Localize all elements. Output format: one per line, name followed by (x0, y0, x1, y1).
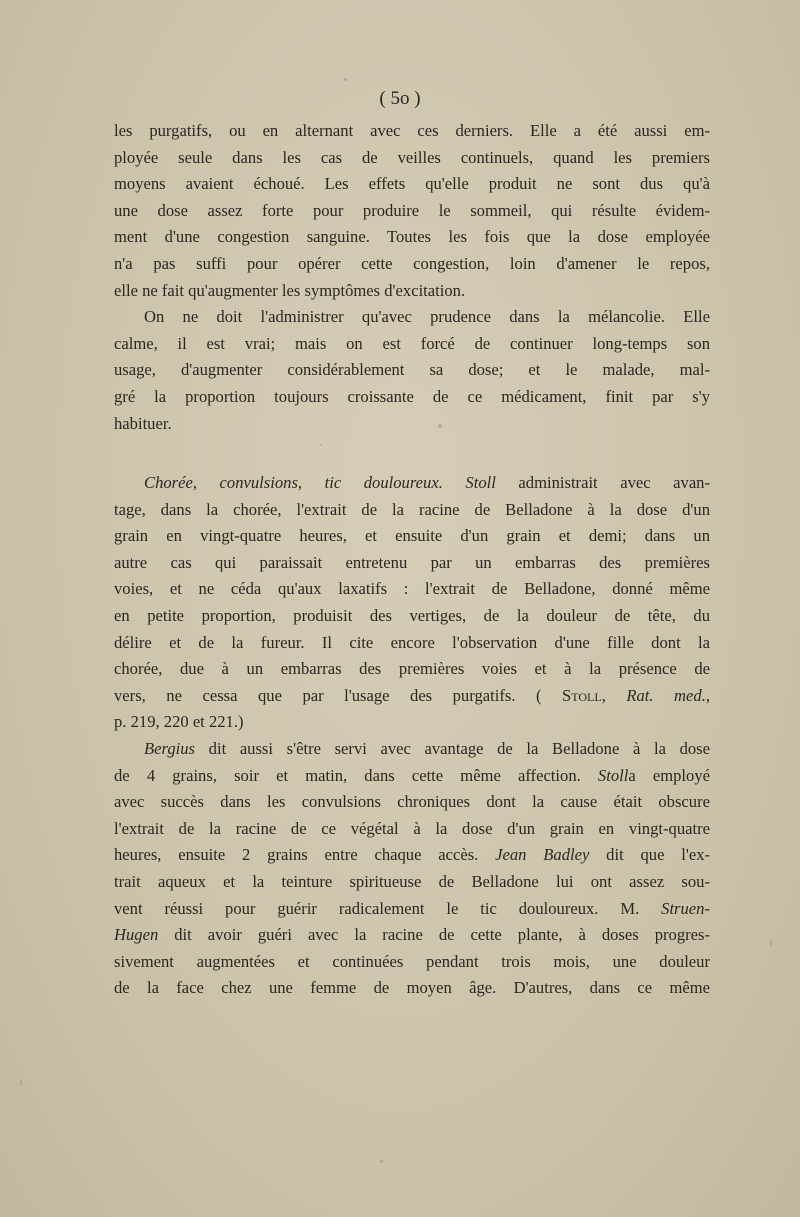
author-name: Stoll (465, 473, 496, 492)
text-line: en petite proportion, produisit des vertiges, de la douleur de tête, du (114, 605, 710, 625)
text-line (114, 922, 710, 949)
text-fragment: dit que l'ex- (606, 845, 711, 865)
text-line: avec succès dans les convulsions chroniques dont la cause était obscure (114, 792, 710, 812)
text-line: vers, ne cessa que par l'usage des purgatifs. ( Stoll, Rat. med., (114, 685, 711, 705)
paper-speck (344, 78, 347, 81)
text-fragment: dit aussi s'être servi avec avantage de la Belladone à la dose (208, 738, 710, 758)
text-fragment: vers, ne cessa que par l'usage des purgatifs. ( (114, 685, 542, 705)
section-heading: Chorée, convulsions, tic douloureux. (144, 473, 443, 492)
reference-pages: p. 219, 220 et 221.) (114, 712, 244, 732)
text-line (114, 842, 710, 869)
author-name: Stoll (597, 765, 629, 785)
text-line: ment d'une congestion sanguine. Toutes les fois que la dose employée (114, 227, 710, 247)
text-line: calme, il est vrai; mais on est forcé de continuer long-temps son (114, 333, 710, 353)
text-line (114, 896, 710, 923)
text-fragment: , (705, 685, 711, 705)
paragraph-melancolie (114, 304, 710, 437)
author-name: Struen- (661, 898, 710, 918)
text-line: de la face chez une femme de moyen âge. D'autres, dans ce même (114, 978, 710, 998)
text-line: sivement augmentées et continuées pendant trois mois, une douleur (114, 951, 710, 971)
text-line: ployée seule dans les cas de veilles continuels, quand les premiers (114, 147, 710, 167)
text-fragment: vent réussi pour guérir radicalement le tic douloureux. (114, 898, 599, 918)
text-line: trait aqueux et la teinture spiritueuse de Belladone lui ont assez sou- (114, 871, 710, 891)
text-fragment: administrait avec avan- (518, 473, 711, 492)
text-block-chorea (114, 470, 710, 1002)
text-line: les purgatifs, ou en alternant avec ces derniers. Elle a été aussi em- (114, 121, 710, 140)
paper-speck (438, 424, 442, 428)
text-line: autre cas qui paraissait entretenu par un embarras des premières (114, 552, 710, 572)
text-block-upper (114, 118, 710, 437)
reference-author: Stoll (562, 685, 602, 705)
author-name: Jean Badley (495, 845, 590, 865)
text-fragment: dit avoir guéri avec la racine de cette plante, à doses progres- (174, 925, 710, 945)
text-line: tage, dans la chorée, l'extrait de la racine de Belladone à la dose d'un (114, 499, 710, 519)
dose-number: 4 (146, 765, 156, 785)
text-line: chorée, due à un embarras des premières voies et à la présence de (114, 659, 710, 679)
text-line: elle ne fait qu'augmenter les symptômes d'excitation. (114, 280, 466, 300)
text-line (114, 736, 710, 763)
text-line: voies, et ne céda qu'aux laxatifs : l'extrait de Belladone, donné même (114, 579, 710, 599)
text-line: On ne doit l'administrer qu'avec prudence dans la mélancolie. Elle (144, 307, 710, 327)
text-line: gré la proportion toujours croissante de ce médicament, finit par s'y (114, 386, 710, 406)
text-fragment: grains, soir et matin, dans cette même affection. (172, 765, 581, 785)
text-line: usage, d'augmenter considérablement sa dose; et le malade, mal- (114, 360, 710, 380)
text-line (114, 763, 710, 790)
text-fragment: heures, ensuite 2 grains entre chaque accès. (114, 845, 479, 865)
paper-speck (20, 1080, 22, 1085)
paper-speck (770, 940, 772, 946)
paper-speck (380, 1160, 383, 1163)
text-line: n'a pas suffi pour opérer cette congestion, loin d'amener le repos, (114, 253, 710, 273)
paragraph-purgatifs (114, 118, 710, 304)
author-name: Hugen (114, 925, 159, 945)
paragraph-choree (114, 470, 710, 736)
author-name: Bergius (144, 738, 196, 758)
text-fragment: a employé (628, 765, 710, 785)
page-number: ( 5o ) (379, 88, 421, 109)
text-line: grain en vingt-quatre heures, et ensuite d'un grain et demi; dans un (114, 526, 710, 546)
reference-work: Rat. med. (626, 685, 706, 705)
title-abbrev: M. (620, 898, 640, 918)
text-line: moyens avaient échoué. Les effets qu'elle produit ne sont dus qu'à (114, 174, 710, 194)
text-line: une dose assez forte pour produire le sommeil, qui résulte évidem- (114, 200, 710, 220)
text-line (114, 470, 710, 497)
text-line: l'extrait de la racine de ce végétal à la dose d'un grain en vingt-quatre (114, 818, 710, 838)
paragraph-bergius (114, 736, 710, 1002)
paper-speck (320, 444, 322, 446)
text-fragment: de (114, 765, 130, 785)
text-line: habituer. (114, 413, 172, 433)
text-line: délire et de la fureur. Il cite encore l'observation d'une fille dont la (114, 632, 710, 652)
